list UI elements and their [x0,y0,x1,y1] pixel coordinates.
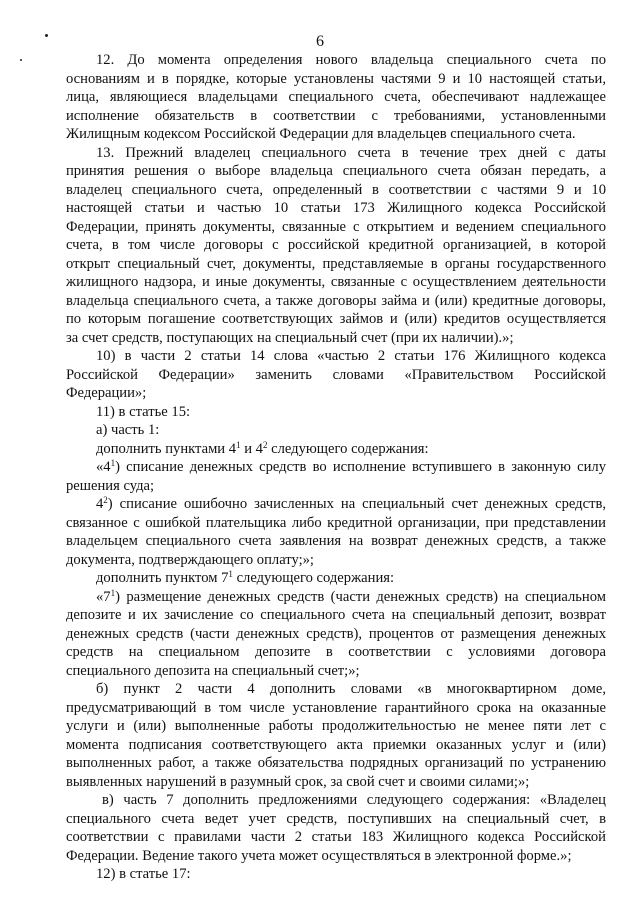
text-line: специального счета ведет учет средств, поступивших на специальный счет, в [66,810,606,827]
text-line: соответствии с правилами части 2 статьи 183 Жилищного кодекса Российской [66,829,606,845]
text-line: дополнить пунктами $4^1$ и $4^2$ следующего содержания: [96,439,429,457]
text-line: лица, являющиеся владельцами специального счета, обеспечивают надлежащее [66,89,606,105]
text-line: Федерации»; [66,385,147,401]
page-number: 6 [316,33,324,50]
text-line: «$4^1$) списание денежных средств во исполнение вступившего в законную силу [96,458,606,475]
text-line: владельца специального счета, а также договоры займа и (или) кредитные договоры, [66,292,606,309]
text-line: 11) в статье 15: [96,403,191,420]
scan-speck [20,59,22,61]
text-line: 12. До момента определения нового владельца специального счета по [96,52,606,68]
text-line: специального депозита на специальный счет;»; [66,662,360,679]
text-line: исполнение обязательств в соответствии с требованиями, установленными [66,107,606,124]
text-line: владелец специального счета, определенный в соответствии с частями 9 и 10 [66,181,606,198]
text-line: за счет средств, поступающих на специальный счет (при их наличии).»; [66,329,514,346]
text-line: основаниям и в порядке, которые установлены частями 9 и 10 настоящей статьи, [66,70,606,87]
text-line: в) часть 7 дополнить предложениями следующего содержания: «Владелец [102,792,606,808]
text-line: Федерации. Ведение такого учета может осуществляться в электронной форме.»; [66,847,572,864]
text-line: настоящей статьи и частью 10 статьи 173 Жилищного кодекса Российской [66,200,606,216]
text-line: выявленных нарушений в разумный срок, за свой счет и своими силами;»; [66,773,530,790]
text-line: по которым погашение соответствующих займов и (или) кредитов осуществляется [66,311,606,327]
text-line: «$7^1$) размещение денежных средств (части денежных средств) на специальном [96,587,606,605]
text-line: выполненных работ, а также обязательства подрядных организаций по устранению [66,755,606,771]
text-line: $4^2$) списание ошибочно зачисленных на специальный счет денежных средств, [96,495,606,512]
text-line: депозите и их зачисление со специального счета на специальный депозит, возврат [66,607,606,623]
text-line: жилищного надзора, и иные документы, связанные с осуществлением деятельности [66,274,606,290]
text-line: 10) в части 2 статьи 14 слова «частью 2 статьи 176 Жилищного кодекса [96,348,606,364]
text-line: счета, в том числе договоры с российской кредитной организацией, в которой [66,237,606,253]
text-line: владельцем специального счета заявления на возврат денежных средств, а также [66,533,606,549]
text-line: Жилищным кодексом Российской Федерации для владельцев специального счета. [66,126,576,142]
text-line: решения суда; [66,477,155,494]
text-line: связанное с ошибкой плательщика либо кредитной организации, при представлении [66,514,606,531]
text-line: дополнить пунктом $7^1$ следующего содержания: [96,569,395,586]
text-line: 12) в статье 17: [96,866,191,882]
text-line: принятия решения о выборе владельца специального счета обязан передать, а [66,163,606,179]
text-line: услуги и (или) выполненные работы продолжительностью не менее пяти лет с [66,718,606,734]
text-line: документа, подтверждающего оплату;»; [66,551,314,568]
text-line: средств на специальном депозите в соответствии с условиями договора [66,644,606,660]
text-line: открыт специальный счет, документы, представляемые в органы государственного [66,255,606,272]
text-line: б) пункт 2 части 4 дополнить словами «в многоквартирном доме, [96,681,606,697]
text-line: 13. Прежний владелец специального счета в течение трех дней с даты [96,144,606,161]
text-line: Федерации, принять документы, связанные с открытием и ведением специального [66,218,606,235]
text-line: момента подписания соответствующего акта приемки оказанных услуг и (или) [66,736,606,753]
text-line: предусматривающий в том числе установление гарантийного срока на оказанные [66,699,606,716]
document-body [66,51,606,884]
text-line: Российской Федерации» заменить словами «Правительством Российской [66,366,606,383]
text-line: а) часть 1: [96,422,160,438]
text-line: денежных средств (части денежных средств), процентов от размещения денежных [66,625,606,642]
